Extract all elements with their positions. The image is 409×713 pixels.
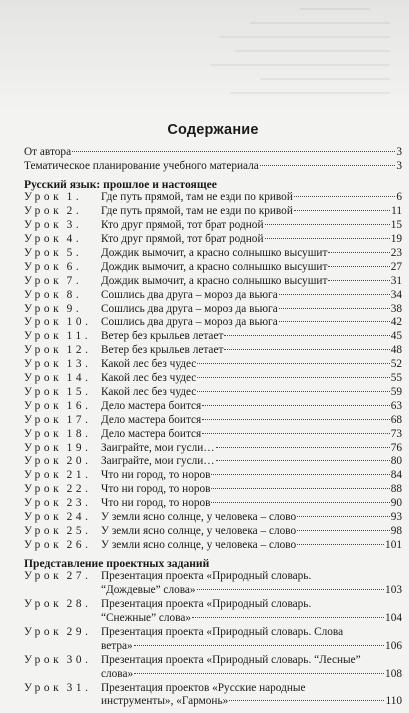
entry-body — [101, 511, 402, 525]
entry-title: Где путь прямой, там не езди по кривой — [101, 191, 293, 204]
toc-groups — [24, 146, 402, 709]
dot-leader — [224, 335, 389, 336]
entry-title: Дождик вымочит, а красно солнышко высушит — [101, 247, 328, 260]
toc-entry[interactable] — [24, 682, 402, 710]
lesson-number: Урок 28. — [24, 598, 92, 611]
dot-leader — [216, 447, 390, 448]
entry-body — [24, 146, 402, 160]
toc-section — [24, 178, 402, 553]
page-number: 104 — [385, 612, 402, 625]
entry-title: Заиграйте, мои гусли… — [101, 441, 215, 454]
lesson-number: Урок 27. — [24, 570, 92, 583]
page-number: 63 — [390, 399, 402, 412]
dot-leader — [328, 266, 389, 267]
toc-entry[interactable] — [24, 160, 402, 174]
page-number: 88 — [390, 483, 402, 496]
page-number: 103 — [385, 584, 402, 597]
toc-entry[interactable] — [24, 247, 402, 261]
dot-leader — [265, 224, 390, 225]
lesson-number: Урок 16. — [24, 399, 92, 412]
section-heading: Представление проектных заданий — [24, 556, 210, 570]
entry-title: “Дождевые” слова» — [101, 584, 196, 597]
dot-leader — [294, 196, 395, 197]
page-number: 15 — [390, 219, 402, 232]
entry-title: Кто друг прямой, тот брат родной — [101, 233, 264, 246]
lesson-number: Урок 21. — [24, 469, 92, 482]
lesson-number: Урок 2. — [24, 205, 83, 218]
entry-title: Дождик вымочит, а красно солнышко высушит — [101, 260, 328, 273]
lesson-number: Урок 29. — [24, 625, 92, 638]
dot-leader — [328, 252, 389, 253]
page-number: 90 — [390, 497, 402, 510]
entry-title: Дело мастера боится — [101, 427, 202, 440]
dot-leader — [211, 502, 389, 503]
dot-leader — [224, 349, 389, 350]
dot-leader — [297, 530, 390, 531]
lesson-number: Урок 12. — [24, 344, 92, 357]
entry-title: Что ни город, то норов — [101, 483, 211, 496]
toc-entry[interactable] — [24, 483, 402, 497]
page-number: 23 — [390, 247, 402, 260]
entry-title: Тематическое планирование учебного материала — [24, 159, 259, 172]
lesson-number: Урок 6. — [24, 260, 83, 273]
page-number: 84 — [390, 469, 402, 482]
entry-title: Что ни город, то норов — [101, 469, 211, 482]
entry-title-continuation — [101, 668, 402, 682]
toc-entry[interactable] — [24, 386, 402, 400]
toc-section — [24, 146, 402, 174]
lesson-number: Урок 25. — [24, 524, 92, 537]
entry-title: У земли ясно солнце, у человека – слово — [101, 510, 297, 523]
entry-body — [101, 539, 402, 553]
lesson-number: Урок 17. — [24, 413, 92, 426]
bleed-line — [300, 8, 370, 10]
dot-leader — [192, 617, 384, 618]
entry-title-line: Презентация проекта «Природный словарь. — [101, 598, 312, 611]
dot-leader — [265, 238, 390, 239]
lesson-number: Урок 24. — [24, 510, 92, 523]
entry-body — [101, 497, 402, 511]
toc-entry[interactable] — [24, 598, 402, 626]
entry-body — [101, 219, 402, 233]
toc-entry[interactable] — [24, 414, 402, 428]
dot-leader — [260, 165, 396, 166]
page-number: 52 — [390, 358, 402, 371]
toc-section — [24, 557, 402, 710]
entry-title: Дело мастера боится — [101, 399, 202, 412]
entry-title-line: Презентация проекта «Природный словарь. Слова — [101, 625, 344, 638]
entry-title: Какой лес без чудес — [101, 358, 197, 371]
entry-title: Где путь прямой, там не езди по кривой — [101, 205, 293, 218]
toc-title: Содержание — [167, 122, 259, 138]
toc-entry[interactable] — [24, 455, 402, 469]
page-number: 73 — [390, 427, 402, 440]
toc-entry[interactable] — [24, 233, 402, 247]
entry-body — [101, 372, 402, 386]
table-of-contents — [24, 119, 402, 713]
entry-title: Какой лес без чудес — [101, 385, 197, 398]
page-number: 98 — [390, 524, 402, 537]
lesson-number: Урок 30. — [24, 653, 92, 666]
lesson-number: Урок 11. — [24, 330, 92, 343]
entry-body — [24, 160, 402, 174]
page-number: 31 — [390, 274, 402, 287]
lesson-number: Урок 1. — [24, 191, 83, 204]
entry-title: Кто друг прямой, тот брат родной — [101, 219, 264, 232]
lesson-number: Урок 19. — [24, 441, 92, 454]
page-number: 110 — [385, 695, 402, 708]
toc-entry[interactable] — [24, 428, 402, 442]
entry-body — [101, 344, 402, 358]
entry-body — [101, 483, 402, 497]
page-number: 45 — [390, 330, 402, 343]
page-number: 55 — [390, 372, 402, 385]
lesson-number: Урок 20. — [24, 455, 92, 468]
page-number: 68 — [390, 413, 402, 426]
dot-leader — [279, 321, 390, 322]
dot-leader — [72, 151, 395, 152]
toc-entry[interactable] — [24, 442, 402, 456]
entry-title-line: Презентация проектов «Русские народные — [101, 681, 306, 694]
entry-title: Какой лес без чудес — [101, 372, 197, 385]
toc-entry[interactable] — [24, 570, 402, 598]
page-number: 42 — [390, 316, 402, 329]
toc-entry[interactable] — [24, 539, 402, 553]
page-number: 6 — [396, 191, 402, 204]
dot-leader — [216, 460, 390, 461]
entry-body — [101, 469, 402, 483]
toc-entry[interactable] — [24, 497, 402, 511]
toc-entry[interactable] — [24, 525, 402, 539]
dot-leader — [297, 516, 390, 517]
toc-entry[interactable] — [24, 275, 402, 289]
entry-body — [101, 570, 402, 598]
lesson-number: Урок 15. — [24, 385, 92, 398]
entry-title-continuation — [101, 640, 402, 654]
page-number: 11 — [391, 205, 402, 218]
entry-body — [101, 316, 402, 330]
lesson-number: Урок 22. — [24, 483, 92, 496]
lesson-number: Урок 3. — [24, 219, 83, 232]
page-number: 76 — [390, 441, 402, 454]
page-number: 34 — [390, 288, 402, 301]
lesson-number: Урок 26. — [24, 538, 92, 551]
entry-title-continuation — [101, 612, 402, 626]
toc-entry[interactable] — [24, 316, 402, 330]
page-number: 38 — [390, 302, 402, 315]
page-number: 93 — [390, 510, 402, 523]
entry-title-continuation — [101, 584, 402, 598]
page-number: 59 — [390, 385, 402, 398]
entry-body — [101, 303, 402, 317]
toc-entry[interactable] — [24, 205, 402, 219]
toc-entry[interactable] — [24, 469, 402, 483]
entry-title: У земли ясно солнце, у человека – слово — [101, 524, 297, 537]
dot-leader — [197, 589, 384, 590]
entry-title: Сошлись два друга – мороз да вьюга — [101, 302, 278, 315]
toc-entry[interactable] — [24, 654, 402, 682]
entry-title: У земли ясно солнце, у человека – слово — [101, 538, 297, 551]
dot-leader — [328, 280, 389, 281]
entry-body — [101, 247, 402, 261]
toc-entry[interactable] — [24, 303, 402, 317]
entry-body — [101, 205, 402, 219]
dot-leader — [279, 308, 390, 309]
dot-leader — [294, 210, 390, 211]
toc-entry[interactable] — [24, 372, 402, 386]
dot-leader — [197, 363, 389, 364]
page-number: 101 — [385, 538, 402, 551]
entry-title-continuation — [101, 695, 402, 709]
entry-title-line: Презентация проекта «Природный словарь. — [101, 570, 312, 583]
dot-leader — [197, 391, 389, 392]
page-number: 80 — [390, 455, 402, 468]
dot-leader — [202, 405, 389, 406]
bleed-line — [220, 36, 390, 38]
toc-entry[interactable] — [24, 219, 402, 233]
entry-title: ветра» — [101, 639, 133, 652]
entry-title: “Снежные” слова» — [101, 612, 192, 625]
lesson-number: Урок 4. — [24, 233, 83, 246]
entry-title: Заиграйте, мои гусли… — [101, 455, 215, 468]
toc-entry[interactable] — [24, 626, 402, 654]
toc-entry[interactable] — [24, 191, 402, 205]
entry-body — [101, 330, 402, 344]
entry-body — [101, 682, 402, 710]
dot-leader — [197, 377, 389, 378]
lesson-number: Урок 10. — [24, 316, 92, 329]
entry-title: инструменты», «Гармонь» — [101, 695, 229, 708]
page-number: 3 — [396, 146, 402, 158]
entry-title: слова» — [101, 667, 134, 680]
entry-title: От автора — [24, 146, 72, 158]
entry-body — [101, 525, 402, 539]
entry-body — [101, 386, 402, 400]
entry-title: Ветер без крыльев летает — [101, 344, 224, 357]
dot-leader — [134, 645, 384, 646]
toc-entry[interactable] — [24, 330, 402, 344]
entry-title: Сошлись два друга – мороз да вьюга — [101, 288, 278, 301]
entry-body — [101, 654, 402, 682]
lesson-number: Урок 8. — [24, 288, 83, 301]
bleed-line — [260, 78, 390, 80]
entry-body — [101, 261, 402, 275]
dot-leader — [229, 700, 384, 701]
page-number: 3 — [396, 159, 402, 172]
toc-entry[interactable] — [24, 146, 402, 160]
entry-title-line: Презентация проекта «Природный словарь. “Лесные” — [101, 653, 361, 666]
entry-title: Дождик вымочит, а красно солнышко высушит — [101, 274, 328, 287]
toc-entry[interactable] — [24, 511, 402, 525]
entry-title: Что ни город, то норов — [101, 497, 211, 510]
entry-body — [101, 626, 402, 654]
page-number: 27 — [390, 260, 402, 273]
entry-body — [101, 598, 402, 626]
dot-leader — [211, 474, 389, 475]
bleed-line — [230, 92, 390, 94]
dot-leader — [211, 488, 389, 489]
page-number: 108 — [385, 667, 402, 680]
toc-entry[interactable] — [24, 344, 402, 358]
lesson-number: Урок 9. — [24, 302, 83, 315]
entry-body — [101, 455, 402, 469]
entry-body — [101, 428, 402, 442]
toc-entry[interactable] — [24, 261, 402, 275]
entry-body — [101, 233, 402, 247]
page-number: 48 — [390, 344, 402, 357]
section-heading: Русский язык: прошлое и настоящее — [24, 177, 217, 191]
lesson-number: Урок 13. — [24, 358, 92, 371]
page-number: 19 — [390, 233, 402, 246]
entry-body — [101, 442, 402, 456]
lesson-number: Урок 14. — [24, 372, 92, 385]
toc-entry[interactable] — [24, 289, 402, 303]
dot-leader — [202, 433, 389, 434]
dot-leader — [134, 673, 384, 674]
entry-title: Ветер без крыльев летает — [101, 330, 224, 343]
entry-body — [101, 358, 402, 372]
entry-body — [101, 414, 402, 428]
toc-entry[interactable] — [24, 400, 402, 414]
entry-body — [101, 400, 402, 414]
entry-body — [101, 289, 402, 303]
entry-title: Дело мастера боится — [101, 413, 202, 426]
lesson-number: Урок 18. — [24, 427, 92, 440]
lesson-number: Урок 5. — [24, 247, 83, 260]
bleed-line — [210, 64, 390, 66]
dot-leader — [297, 544, 384, 545]
bleed-line — [250, 22, 390, 24]
entry-body — [101, 275, 402, 289]
entry-title: Сошлись два друга – мороз да вьюга — [101, 316, 278, 329]
bleed-line — [235, 50, 390, 52]
lesson-number: Урок 31. — [24, 681, 92, 694]
dot-leader — [202, 419, 389, 420]
page-number: 106 — [385, 639, 402, 652]
entry-body — [101, 191, 402, 205]
lesson-number: Урок 23. — [24, 497, 92, 510]
lesson-number: Урок 7. — [24, 274, 83, 287]
dot-leader — [279, 294, 390, 295]
toc-entry[interactable] — [24, 358, 402, 372]
